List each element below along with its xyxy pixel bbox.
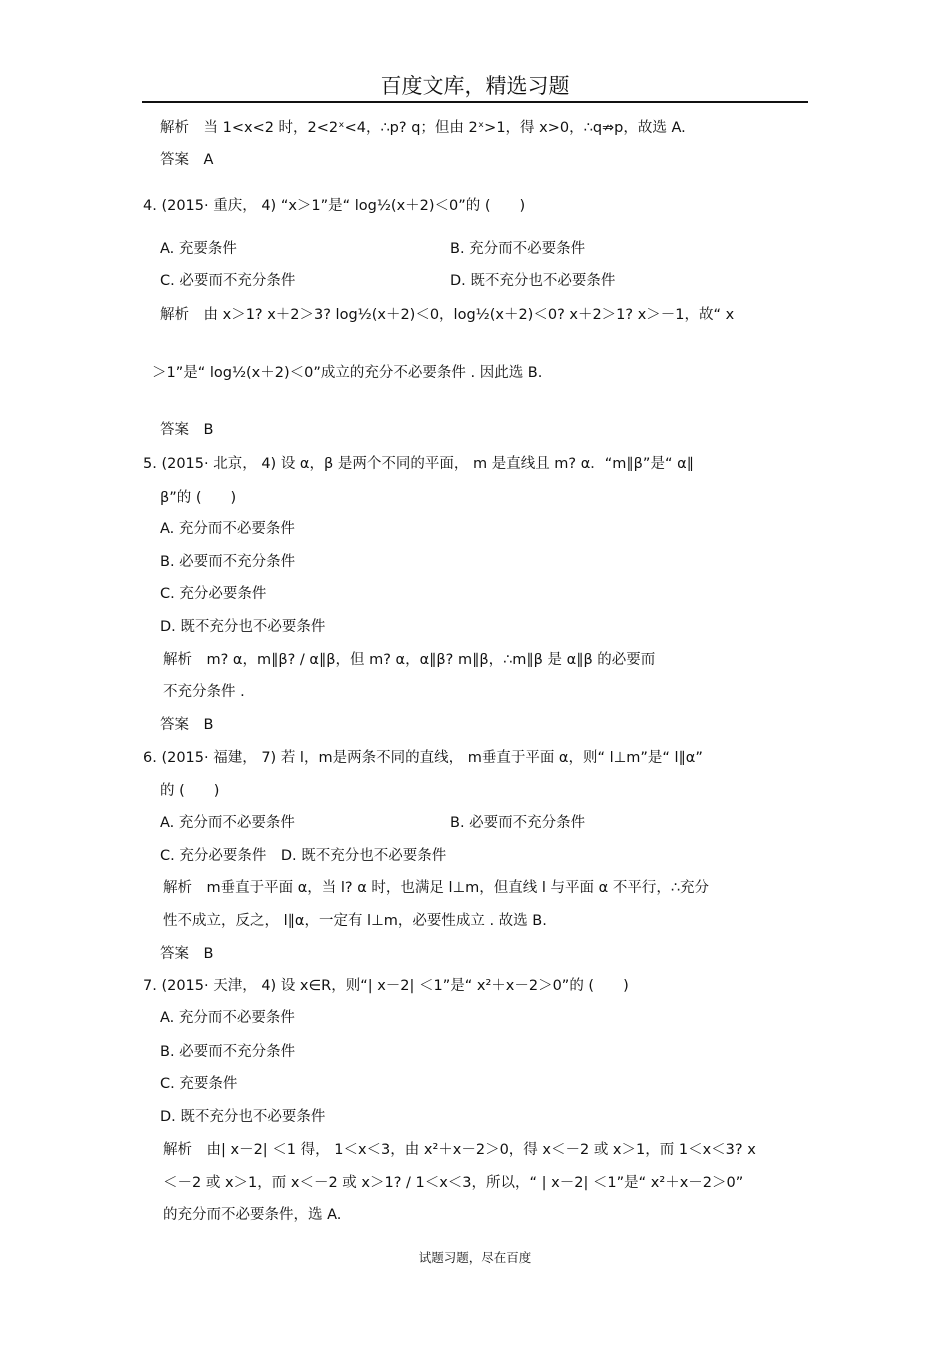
option-b: B. 必要而不充分条件	[160, 554, 296, 570]
header-rule	[142, 101, 808, 103]
question-5-cont: β”的 ( )	[160, 490, 237, 506]
option-b: B. 必要而不充分条件	[450, 815, 586, 831]
option-c: C. 必要而不充分条件	[160, 273, 296, 289]
answer-text: 答案 B	[160, 422, 214, 438]
question-5: 5. (2015· 北京， 4) 设 α，β 是两个不同的平面， m 是直线且 m? α．“m∥β”是“ α∥	[143, 456, 694, 472]
answer-text: 答案 B	[160, 946, 214, 962]
page-title: 百度文库，精选习题	[380, 74, 570, 98]
option-d: D. 既不充分也不必要条件	[160, 619, 326, 635]
analysis-text: 解析 当 1<x<2 时，2<2ˣ<4，∴p? q；但由 2ˣ>1，得 x>0，∴q⇏p，故选 A.	[160, 120, 686, 136]
analysis-text: 不充分条件 .	[163, 684, 245, 700]
option-c-d: C. 充分必要条件 D. 既不充分也不必要条件	[160, 848, 447, 864]
analysis-text: 的充分而不必要条件，选 A.	[163, 1207, 342, 1223]
question-7: 7. (2015· 天津， 4) 设 x∈R，则“| x－2| ＜1”是“ x²＋x－2＞0”的 ( )	[143, 978, 629, 994]
option-b: B. 必要而不充分条件	[160, 1044, 296, 1060]
option-a: A. 充要条件	[160, 241, 237, 257]
analysis-text: 解析 由 x＞1? x＋2＞3? log½(x＋2)＜0，log½(x＋2)＜0? x＋2＞1? x＞－1，故“ x	[160, 307, 735, 323]
option-a: A. 充分而不必要条件	[160, 521, 295, 537]
option-a: A. 充分而不必要条件	[160, 815, 295, 831]
answer-text: 答案 B	[160, 717, 214, 733]
footer-text: 试题习题，尽在百度	[418, 1250, 532, 1265]
answer-text: 答案 A	[160, 152, 214, 168]
analysis-text: ＜－2 或 x＞1，而 x＜－2 或 x＞1? / 1＜x＜3，所以，“ | x－2| ＜1”是“ x²＋x－2＞0”	[163, 1175, 744, 1191]
question-4: 4. (2015· 重庆， 4) “x＞1”是“ log½(x＋2)＜0”的 ( )	[143, 198, 526, 214]
option-c: C. 充分必要条件	[160, 586, 267, 602]
analysis-text: 解析 m垂直于平面 α，当 l? α 时，也满足 l⊥m，但直线 l 与平面 α 不平行，∴充分	[163, 880, 710, 896]
option-c: C. 充要条件	[160, 1076, 238, 1092]
analysis-text: 解析 m? α，m∥β? / α∥β，但 m? α，α∥β? m∥β，∴m∥β 是 α∥β 的必要而	[163, 652, 656, 668]
option-b: B. 充分而不必要条件	[450, 241, 586, 257]
analysis-text: 解析 由| x－2| ＜1 得， 1＜x＜3，由 x²＋x－2＞0，得 x＜－2 或 x＞1，而 1＜x＜3? x	[163, 1142, 756, 1158]
analysis-text: ＞1”是“ log½(x＋2)＜0”成立的充分不必要条件 . 因此选 B.	[152, 365, 543, 381]
question-6-cont: 的 ( )	[160, 783, 220, 799]
question-6: 6. (2015· 福建， 7) 若 l，m是两条不同的直线， m垂直于平面 α，则“ l⊥m”是“ l∥α”	[143, 750, 703, 766]
option-d: D. 既不充分也不必要条件	[450, 273, 616, 289]
option-a: A. 充分而不必要条件	[160, 1010, 295, 1026]
analysis-text: 性不成立，反之， l∥α，一定有 l⊥m，必要性成立 . 故选 B.	[163, 913, 547, 929]
option-d: D. 既不充分也不必要条件	[160, 1109, 326, 1125]
